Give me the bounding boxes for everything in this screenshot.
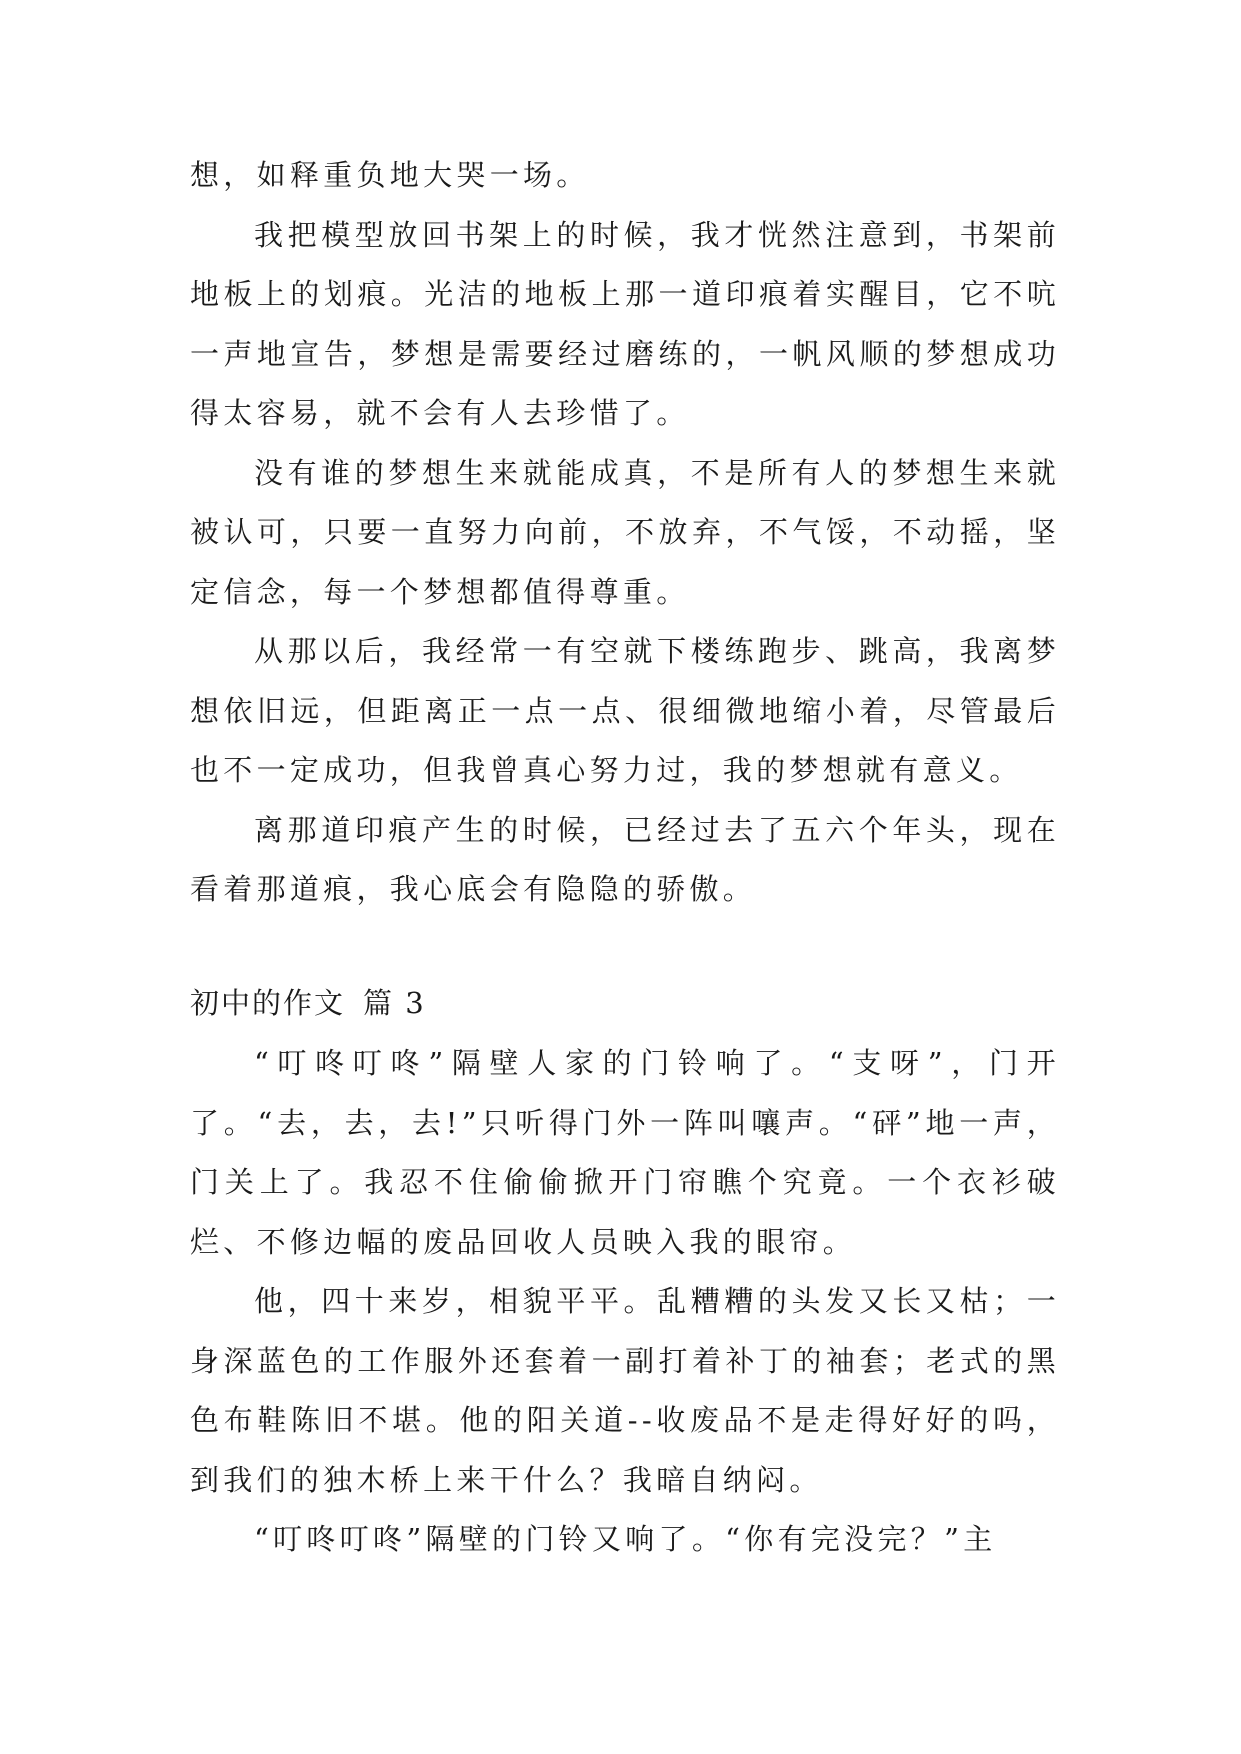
essay-part-number: 篇 3 (363, 986, 426, 1020)
paragraph: “叮咚叮咚”隔壁的门铃又响了。“你有完没完？”主 (254, 1522, 997, 1556)
essay-title: 初中的作文 (190, 986, 346, 1020)
paragraph: 想，如释重负地大哭一场。 (190, 158, 590, 192)
essay-section-top (190, 146, 1060, 920)
paragraph: 从那以后，我经常一有空就下楼练跑步、跳高，我离梦想依旧远，但距离正一点一点、很细微地缩小着，尽管最后也不一定成功，但我曾真心努力过，我的梦想就有意义。 (190, 634, 1060, 787)
essay-section-bottom (190, 1034, 1060, 1570)
essay-heading (190, 974, 426, 1034)
paragraph: 离那道印痕产生的时候，已经过去了五六个年头，现在看着那道痕，我心底会有隐隐的骄傲。 (190, 812, 1060, 906)
paragraph: 没有谁的梦想生来就能成真，不是所有人的梦想生来就被认可，只要一直努力向前，不放弃，不气馁，不动摇，坚定信念，每一个梦想都值得尊重。 (190, 455, 1060, 609)
paragraph: “叮咚叮咚”隔壁人家的门铃响了。“支呀”，门开了。“去，去，去!”只听得门外一阵叫嚷声。“砰”地一声，门关上了。我忍不住偷偷掀开门帘瞧个究竟。一个衣衫破烂、不修边幅的废品回收人员映入我的眼帘。 (190, 1046, 1060, 1259)
paragraph: 我把模型放回书架上的时候，我才恍然注意到，书架前地板上的划痕。光洁的地板上那一道印痕着实醒目，它不吭一声地宣告，梦想是需要经过磨练的，一帆风顺的梦想成功得太容易，就不会有人去珍惜了。 (190, 217, 1060, 430)
paragraph: 他，四十来岁，相貌平平。乱糟糟的头发又长又枯；一身深蓝色的工作服外还套着一副打着补丁的袖套；老式的黑色布鞋陈旧不堪。他的阳关道--收废品不是走得好好的吗，到我们的独木桥上来干什么？我暗自纳闷。 (190, 1284, 1060, 1497)
